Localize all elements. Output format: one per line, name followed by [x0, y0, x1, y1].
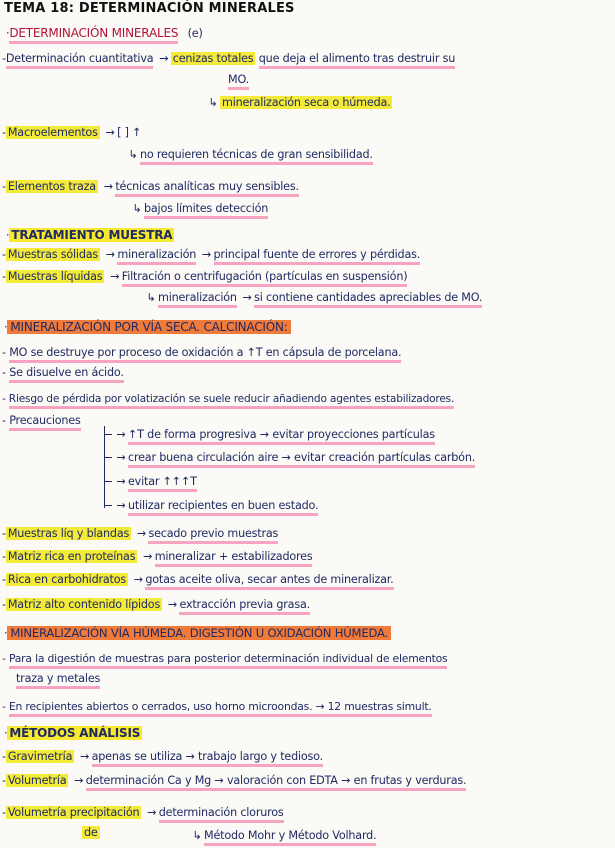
precipitacion-row2: [82, 826, 100, 840]
brace-tick: [104, 434, 112, 435]
seca-l1-text: MO se destruye por proceso de oxidación a ↑T en cápsula de porcelana.: [9, 346, 401, 363]
brace-tick: [104, 505, 112, 506]
solidas-row: - Muestras sólidas → mineralización → principal fuente de errores y pérdidas.: [2, 248, 420, 262]
precipitacion-a: determinación cloruros: [159, 806, 284, 823]
seca-l2: - Se disuelve en ácido.: [2, 366, 124, 380]
arrow-icon: →: [242, 291, 252, 304]
precaucion-text: evitar ↑↑↑T: [128, 475, 197, 492]
seca-l1: - MO se destruye por proceso de oxidación a ↑T en cápsula de porcelana.: [2, 346, 401, 360]
traza-b-row: [130, 202, 268, 216]
precauciones-brace: [104, 426, 105, 508]
cuantitativa-row: -Determinación cuantitativa → cenizas totales que deja el alimento tras destruir su: [2, 52, 455, 66]
arrow-icon: →: [116, 475, 126, 488]
page-title: TEMA 18: DETERMINACIÓN MINERALES: [4, 1, 295, 16]
seca-heading-text: MINERALIZACIÓN POR VÍA SECA. CALCINACIÓN:: [7, 320, 290, 334]
arrow-icon: ↳: [192, 829, 202, 842]
precipitacion-b: Método Mohr y Método Volhard.: [204, 829, 376, 846]
metodos-heading-text: MÉTODOS ANÁLISIS: [9, 726, 141, 740]
arrow-icon: →: [103, 180, 113, 193]
gravimetria-row: - Gravimetría → apenas se utiliza → trabajo largo y tedioso.: [2, 750, 323, 764]
arrow-icon: →: [133, 573, 143, 586]
arrow-icon: ↳: [208, 96, 218, 109]
precipitacion-label: Volumetría precipitación: [7, 806, 140, 819]
solidas-a: mineralización: [117, 248, 196, 265]
macro-row: - Macroelementos → [ ] ↑: [2, 126, 142, 139]
humeda-heading-text: MINERALIZACIÓN VÍA HÚMEDA. DIGESTIÓN U OXIDACIÓN HÚMEDA.: [7, 626, 391, 640]
volumetria-label: Volumetría: [7, 774, 67, 787]
r3-label: Rica en carbohidratos: [7, 573, 126, 586]
heading-note: (e): [187, 27, 203, 40]
tratamiento-heading-text: TRATAMIENTO MUESTRA: [11, 228, 173, 242]
traza-a: técnicas analíticas muy sensibles.: [115, 180, 299, 197]
mineralizacion-row: [206, 96, 392, 110]
section-tratamiento-heading: · TRATAMIENTO MUESTRA: [6, 228, 173, 242]
cenizas-text: cenizas totales: [172, 52, 254, 65]
r1-val: secado previo muestras: [148, 527, 278, 544]
r2-row: - Matriz rica en proteínas → mineralizar + estabilizadores: [2, 550, 312, 564]
volumetria-val: determinación Ca y Mg → valoración con EDTA → en frutas y verduras.: [86, 774, 467, 791]
liquidas-b: mineralización: [158, 291, 237, 308]
liquidas-label: Muestras líquidas: [7, 270, 103, 283]
arrow-icon: →: [136, 527, 147, 540]
brace-tick: [104, 481, 112, 482]
precaucion-text: ↑T de forma progresiva → evitar proyecciones partículas: [128, 428, 435, 445]
traza-row: - Elementos traza → técnicas analíticas muy sensibles.: [2, 180, 299, 194]
traza-label: Elementos traza: [7, 180, 96, 193]
arrow-icon: →: [147, 806, 157, 819]
cuantitativa-label: Determinación cuantitativa: [6, 52, 154, 69]
arrow-icon: ↳: [146, 291, 156, 304]
humeda-l1b-text: traza y metales: [16, 672, 100, 689]
precaucion-item: [114, 475, 197, 489]
section-humeda-heading: · MINERALIZACIÓN VÍA HÚMEDA. DIGESTIÓN U OXIDACIÓN HÚMEDA.: [4, 626, 391, 641]
arrow-icon: →: [110, 270, 120, 283]
arrow-icon: →: [159, 52, 169, 65]
section-heading-text: DETERMINACIÓN MINERALES: [9, 26, 178, 44]
arrow-icon: →: [116, 499, 126, 512]
macro-b-row: [126, 148, 373, 162]
r4-row: - Matriz alto contenido lípidos → extracción previa grasa.: [2, 598, 310, 612]
brace-tick: [104, 457, 112, 458]
arrow-icon: →: [80, 750, 90, 763]
r4-val: extracción previa grasa.: [179, 598, 310, 615]
humeda-l1-text: Para la digestión de muestras para posterior determinación individual de elementos: [9, 652, 448, 669]
humeda-l1: - Para la digestión de muestras para posterior determinación individual de elementos: [2, 652, 447, 666]
precaucion-item: [114, 428, 435, 442]
r1-row: - Muestras líq y blandas → secado previo muestras: [2, 527, 278, 541]
seca-l2-text: Se disuelve en ácido.: [9, 366, 123, 383]
liquidas-row: - Muestras líquidas → Filtración o centrifugación (partículas en suspensión): [2, 270, 407, 284]
r4-label: Matriz alto contenido lípidos: [7, 598, 161, 611]
arrow-icon: →: [143, 550, 153, 563]
mineralizacion-text: mineralización seca o húmeda.: [222, 96, 391, 109]
arrow-icon: →: [167, 598, 178, 611]
section-seca-heading: · MINERALIZACIÓN POR VÍA SECA. CALCINACIÓN:: [4, 320, 291, 335]
section-metodos-heading: · MÉTODOS ANÁLISIS: [4, 726, 141, 740]
precipitacion-row: - Volumetría precipitación → determinación cloruros: [2, 806, 284, 820]
arrow-icon: →: [201, 248, 212, 261]
arrow-icon: →: [116, 428, 126, 441]
cenizas-desc: que deja el alimento tras destruir su: [259, 52, 455, 69]
precauciones-label: Precauciones: [9, 414, 80, 431]
arrow-icon: →: [74, 774, 84, 787]
arrow-icon: →: [116, 451, 126, 464]
precaucion-text: crear buena circulación aire → evitar creación partículas carbón.: [128, 451, 475, 468]
gravimetria-val: apenas se utiliza → trabajo largo y tedioso.: [92, 750, 323, 767]
volumetria-row: - Volumetría → determinación Ca y Mg → valoración con EDTA → en frutas y verduras.: [2, 774, 466, 788]
section-determinacion-heading: ·DETERMINACIÓN MINERALES (e): [6, 26, 203, 41]
humeda-l2-text: En recipientes abiertos o cerrados, uso horno microondas. → 12 muestras simult.: [9, 700, 432, 717]
liquidas-c: si contiene cantidades apreciables de MO.: [254, 291, 482, 308]
traza-b: bajos límites detección: [144, 202, 268, 219]
arrow-icon: ↳: [132, 202, 142, 215]
macro-label: Macroelementos: [7, 126, 98, 139]
humeda-l1b: [16, 672, 100, 686]
arrow-icon: ↳: [128, 148, 138, 161]
gravimetria-label: Gravimetría: [7, 750, 73, 763]
solidas-b: principal fuente de errores y pérdidas.: [214, 248, 421, 265]
precaucion-text: utilizar recipientes en buen estado.: [128, 499, 318, 516]
liquidas-b-row: [144, 291, 482, 305]
r1-label: Muestras líq y blandas: [7, 527, 130, 540]
r2-label: Matriz rica en proteínas: [7, 550, 136, 563]
arrow-icon: →: [105, 126, 115, 139]
r3-row: - Rica en carbohidratos → gotas aceite oliva, secar antes de mineralizar.: [2, 573, 394, 587]
liquidas-a: Filtración o centrifugación (partículas en suspensión): [122, 270, 408, 287]
seca-l3-text: Riesgo de pérdida por volatización se suele reducir añadiendo agentes estabilizadores.: [9, 393, 454, 409]
arrow-icon: →: [105, 248, 115, 261]
precipitacion-b-row: [190, 829, 376, 843]
cenizas-desc-cont: [228, 73, 249, 87]
precipitacion-label2: de: [84, 826, 98, 839]
mo-text: MO.: [228, 73, 249, 90]
macro-b: no requieren técnicas de gran sensibilidad.: [140, 148, 373, 165]
r2-val: mineralizar + estabilizadores: [155, 550, 313, 567]
r3-val: gotas aceite oliva, secar antes de mineralizar.: [145, 573, 393, 590]
precaucion-item: [114, 499, 318, 513]
macro-a: [ ] ↑: [117, 126, 142, 139]
precauciones-row: - Precauciones: [2, 414, 81, 428]
humeda-l2: - En recipientes abiertos o cerrados, uso horno microondas. → 12 muestras simult.: [2, 700, 432, 714]
seca-l3: - Riesgo de pérdida por volatización se suele reducir añadiendo agentes estabilizadores.: [2, 392, 454, 406]
solidas-label: Muestras sólidas: [7, 248, 99, 261]
precaucion-item: [114, 451, 475, 465]
